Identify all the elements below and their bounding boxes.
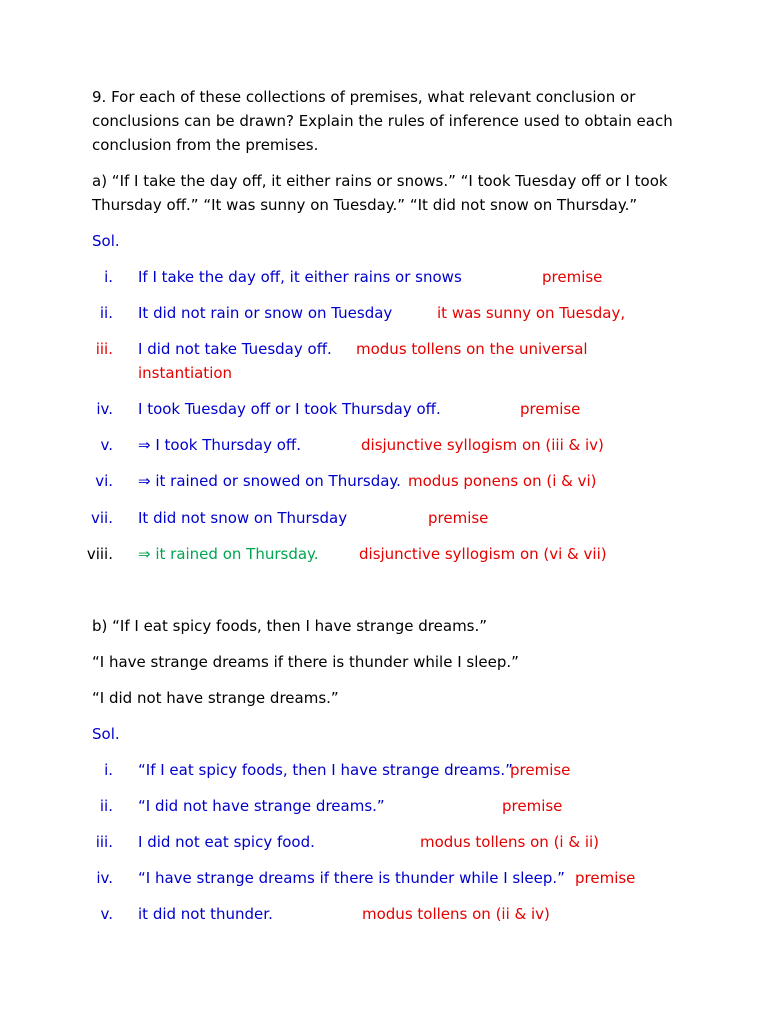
step-number: iii. [95,340,113,358]
step-statement: ⇒ it rained on Thursday. [138,545,319,563]
step-reason: modus tollens on the universal [356,340,588,358]
part-b-line-1: b) “If I eat spicy foods, then I have strange dreams.” [92,617,488,635]
step-number: viii. [86,545,113,563]
step-statement: ⇒ I took Thursday off. [138,436,302,454]
step-reason: modus tollens on (ii & iv) [362,905,550,923]
step-statement: it did not thunder. [138,905,273,923]
step-number: vii. [91,509,113,527]
step-reason: it was sunny on Tuesday, [437,304,626,322]
step-number: iii. [95,833,113,851]
step-number: iv. [96,400,113,418]
step-statement: It did not snow on Thursday [138,509,348,527]
step-statement: “I did not have strange dreams.” [138,797,385,815]
step-reason: disjunctive syllogism on (vi & vii) [359,545,607,563]
question-line-3: conclusion from the premises. [92,136,319,154]
part-b-line-2: “I have strange dreams if there is thunder while I sleep.” [92,653,519,671]
question-line-2: conclusions can be drawn? Explain the rules of inference used to obtain each [92,112,673,130]
step-reason: premise [502,797,563,815]
step-number: ii. [99,304,113,322]
step-reason: modus tollens on (i & ii) [420,833,600,851]
step-statement: “If I eat spicy foods, then I have strange dreams.” [138,761,513,779]
step-reason: premise [428,509,489,527]
step-number: i. [104,268,113,286]
question-line-1: 9. For each of these collections of premises, what relevant conclusion or [92,88,636,106]
step-reason: premise [575,869,636,887]
step-reason: premise [542,268,603,286]
step-number: ii. [99,797,113,815]
step-statement: I did not take Tuesday off. [138,340,332,358]
part-a-line-1: a) “If I take the day off, it either rains or snows.” “I took Tuesday off or I took [92,172,668,190]
step-reason: premise [510,761,571,779]
step-statement: If I take the day off, it either rains or snows [138,268,462,286]
part-a-line-2: Thursday off.” “It was sunny on Tuesday.” “It did not snow on Thursday.” [92,196,638,214]
step-statement: It did not rain or snow on Tuesday [138,304,393,322]
step-number: vi. [95,472,113,490]
step-number: v. [100,905,113,923]
part-b-line-3: “I did not have strange dreams.” [92,689,339,707]
step-reason: disjunctive syllogism on (iii & iv) [361,436,604,454]
step-number: i. [104,761,113,779]
step-reason: premise [520,400,581,418]
step-reason: modus ponens on (i & vi) [408,472,597,490]
step-number: iv. [96,869,113,887]
part-b-sol-label: Sol. [92,725,120,743]
step-reason-continued: instantiation [138,364,233,382]
step-number: v. [100,436,113,454]
step-statement: I took Tuesday off or I took Thursday off. [138,400,441,418]
step-statement: ⇒ it rained or snowed on Thursday. [138,472,401,490]
step-statement: “I have strange dreams if there is thunder while I sleep.” [138,869,565,887]
part-a-sol-label: Sol. [92,232,120,250]
step-statement: I did not eat spicy food. [138,833,315,851]
